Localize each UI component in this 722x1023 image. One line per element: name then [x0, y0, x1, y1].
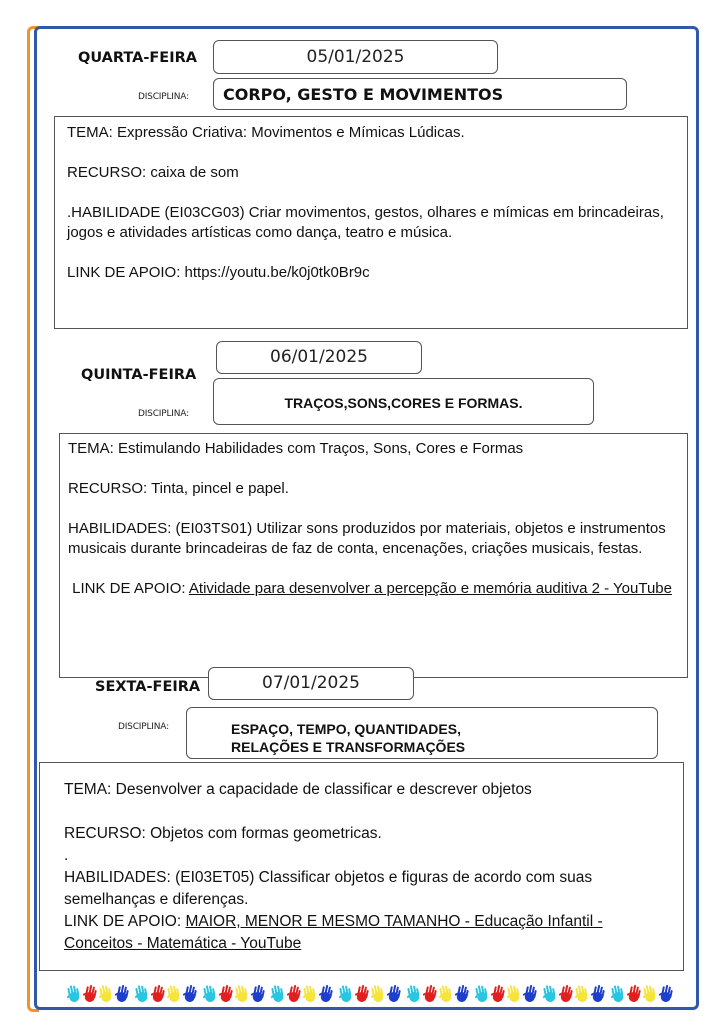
hand-icon: [286, 984, 302, 1004]
lesson-content-box: [54, 116, 688, 329]
link-row: [64, 911, 659, 955]
hand-icon: [354, 984, 370, 1004]
hand-icon: [522, 984, 538, 1004]
recurso-text: RECURSO: Tinta, pincel e papel.: [68, 480, 289, 497]
date-field[interactable]: 06/01/2025: [216, 341, 422, 374]
hand-group: [270, 984, 334, 1004]
hand-icon: [422, 984, 438, 1004]
tema-text: TEMA: Desenvolver a capacidade de classificar e descrever objetos: [64, 781, 532, 798]
discipline-line: RELAÇÕES E TRANSFORMAÇÕES: [231, 739, 466, 755]
habilidade-text: HABILIDADES: (EI03TS01) Utilizar sons produzidos por materiais, objetos e instrumentos musicais durante brincadeiras de faz de conta, encenações, criações musicais, festas.: [68, 520, 666, 557]
hand-group: [610, 984, 674, 1004]
discipline-value: CORPO, GESTO E MOVIMENTOS: [223, 85, 504, 104]
recurso-text: RECURSO: caixa de som: [67, 164, 239, 181]
hand-icon: [270, 984, 286, 1004]
support-link[interactable]: Atividade para desenvolver a percepção e memória auditiva 2 - YouTube: [188, 580, 672, 597]
tema-text: TEMA: Estimulando Habilidades com Traços, Sons, Cores e Formas: [68, 440, 524, 457]
hand-icon: [454, 984, 470, 1004]
support-link[interactable]: MAIOR, MENOR E MESMO TAMANHO - Educação Infantil - Conceitos - Matemática - YouTube: [64, 913, 603, 952]
separator-dot: .: [64, 847, 69, 864]
recurso-text: RECURSO: Objetos com formas geometricas.: [64, 825, 382, 842]
link-row: [68, 579, 679, 599]
hand-icon: [134, 984, 150, 1004]
hands-decoration: [66, 982, 660, 1006]
hand-icon: [318, 984, 334, 1004]
support-link[interactable]: https://youtu.be/k0j0tk0Br9c: [184, 264, 370, 281]
hand-icon: [82, 984, 98, 1004]
hand-icon: [406, 984, 422, 1004]
hand-icon: [98, 984, 114, 1004]
lesson-content-box: [39, 762, 684, 971]
hand-icon: [542, 984, 558, 1004]
hand-icon: [370, 984, 386, 1004]
hand-icon: [558, 984, 574, 1004]
weekday-label: QUARTA-FEIRA: [78, 50, 197, 66]
hand-icon: [150, 984, 166, 1004]
discipline-value: [231, 720, 465, 756]
discipline-line: ESPAÇO, TEMPO, QUANTIDADES,: [231, 721, 461, 737]
hand-icon: [302, 984, 318, 1004]
hand-icon: [490, 984, 506, 1004]
hand-icon: [610, 984, 626, 1004]
hand-icon: [66, 984, 82, 1004]
hand-icon: [658, 984, 674, 1004]
link-row: [67, 263, 675, 283]
tema-text: TEMA: Expressão Criativa: Movimentos e Mímicas Lúdicas.: [67, 124, 465, 141]
link-label: LINK DE APOIO:: [68, 580, 189, 597]
lesson-content-box: [59, 433, 688, 678]
hand-group: [202, 984, 266, 1004]
discipline-field[interactable]: [186, 707, 658, 759]
hand-icon: [166, 984, 182, 1004]
weekday-label: QUINTA-FEIRA: [81, 367, 197, 383]
discipline-value: TRAÇOS,SONS,CORES E FORMAS.: [284, 395, 523, 411]
hand-icon: [386, 984, 402, 1004]
discipline-label: DISCIPLINA:: [118, 722, 169, 732]
hand-group: [474, 984, 538, 1004]
hand-group: [66, 984, 130, 1004]
habilidade-text: .HABILIDADE (EI03CG03) Criar movimentos, gestos, olhares e mímicas em brincadeiras, jogos e atividades artísticas como dança, teatro e música.: [67, 204, 664, 241]
link-label: LINK DE APOIO:: [67, 264, 185, 281]
discipline-label: DISCIPLINA:: [138, 409, 189, 419]
date-field[interactable]: 07/01/2025: [208, 667, 414, 700]
hand-icon: [250, 984, 266, 1004]
hand-icon: [574, 984, 590, 1004]
hand-group: [542, 984, 606, 1004]
date-field[interactable]: 05/01/2025: [213, 40, 498, 74]
hand-icon: [506, 984, 522, 1004]
habilidade-text: HABILIDADES: (EI03ET05) Classificar objetos e figuras de acordo com suas semelhanças e diferenças.: [64, 869, 593, 908]
hand-icon: [114, 984, 130, 1004]
hand-icon: [474, 984, 490, 1004]
weekday-label: SEXTA-FEIRA: [95, 679, 201, 695]
hand-icon: [642, 984, 658, 1004]
hand-icon: [218, 984, 234, 1004]
hand-icon: [590, 984, 606, 1004]
hand-group: [406, 984, 470, 1004]
hand-icon: [202, 984, 218, 1004]
discipline-label: DISCIPLINA:: [138, 92, 189, 102]
hand-icon: [338, 984, 354, 1004]
discipline-field[interactable]: [213, 78, 627, 110]
bottom-divider: [60, 1007, 660, 1010]
hand-group: [134, 984, 198, 1004]
hand-icon: [182, 984, 198, 1004]
hand-icon: [438, 984, 454, 1004]
link-label: LINK DE APOIO:: [64, 913, 186, 930]
hand-icon: [234, 984, 250, 1004]
hand-icon: [626, 984, 642, 1004]
discipline-field[interactable]: [213, 378, 594, 425]
hand-group: [338, 984, 402, 1004]
